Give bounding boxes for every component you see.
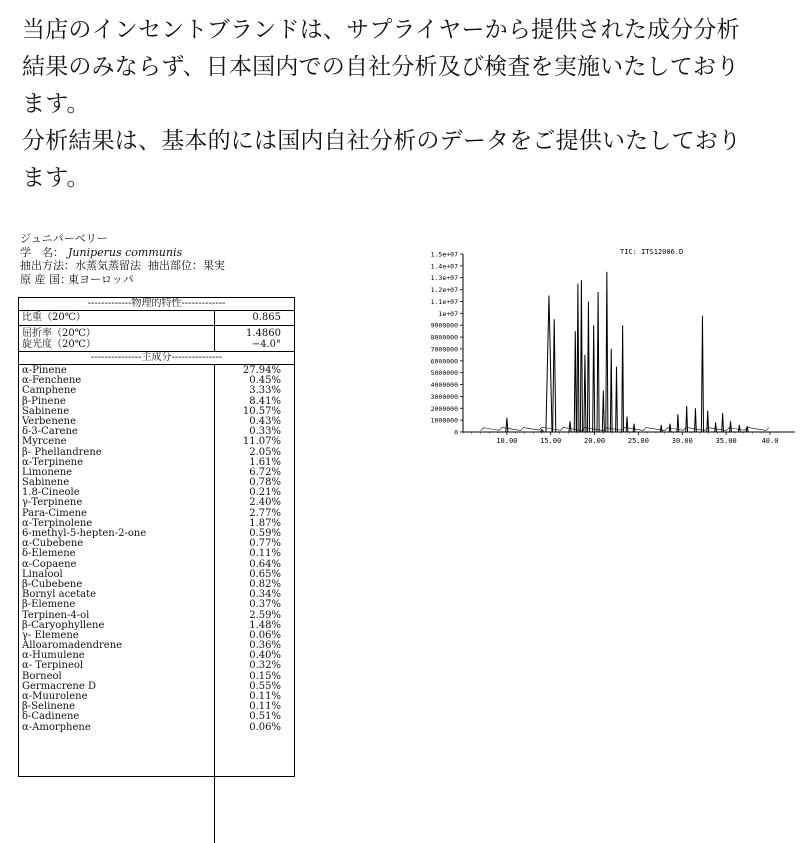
chromatogram-peak xyxy=(587,301,589,432)
chromatogram-chart xyxy=(410,240,795,450)
component-value: 1.87% xyxy=(249,517,281,529)
chromatogram-peak xyxy=(610,349,612,432)
component-value: 0.32% xyxy=(249,660,281,672)
component-value: 11.07% xyxy=(242,436,281,448)
product-name: ジュニパーベリー xyxy=(20,232,108,245)
intro-line: ます。 xyxy=(22,91,90,117)
component-name: β- Phellandrene xyxy=(22,446,102,458)
component-value: 2.05% xyxy=(249,446,281,458)
component-name: Alloaromadendrene xyxy=(22,640,123,652)
component-value: 0.15% xyxy=(249,670,281,682)
component-value: 0.59% xyxy=(249,528,281,539)
y-tick-label: 1.5e+07 xyxy=(430,250,458,259)
chromatogram-peak xyxy=(577,284,579,432)
component-name: α-Terpinene xyxy=(22,456,84,468)
component-value: 1.61% xyxy=(249,456,281,468)
chromatogram-peak xyxy=(606,272,608,432)
y-tick-label: 4000000 xyxy=(430,381,458,390)
component-value: 0.82% xyxy=(249,578,281,590)
chromatogram-peak xyxy=(546,296,552,432)
chromatogram-peak xyxy=(701,316,703,432)
component-value: 0.34% xyxy=(249,589,281,601)
y-tick-label: 1e+07 xyxy=(438,309,458,318)
component-name: β-Cubebene xyxy=(22,578,83,590)
component-name: α-Amorphene xyxy=(22,721,91,733)
origin-value: 東ヨーロッパ xyxy=(68,272,134,286)
chromatogram-peak xyxy=(738,425,740,432)
component-value: 0.55% xyxy=(249,680,281,692)
part-value: 果実 xyxy=(203,259,225,272)
x-tick-label: 30.00 xyxy=(671,437,693,445)
component-values xyxy=(215,365,294,843)
component-name: α-Terpinolene xyxy=(22,517,93,529)
y-tick-label: 1.4e+07 xyxy=(430,262,458,271)
chromatogram-svg xyxy=(410,240,795,450)
x-tick-label: 15.00 xyxy=(540,437,562,445)
chromatogram-peak xyxy=(715,423,717,432)
y-tick-label: 8000000 xyxy=(430,333,458,342)
component-name: Terpinen-4-ol xyxy=(22,609,90,621)
chromatogram-peak xyxy=(597,292,599,432)
component-value: 8.41% xyxy=(249,395,281,407)
component-name: β-Elemene xyxy=(22,599,76,611)
intro-line: 当店のインセントブランドは、サプライヤーから提供された成分分析 xyxy=(22,17,740,43)
chromatogram-peak xyxy=(569,421,571,432)
component-value: 2.59% xyxy=(249,609,281,621)
chromatogram-peak xyxy=(746,426,748,432)
component-value: 0.36% xyxy=(249,640,281,652)
y-tick-label: 7000000 xyxy=(430,345,458,354)
chromatogram-peak xyxy=(633,424,635,432)
chromatogram-peak xyxy=(580,280,582,432)
x-tick-label: 25.00 xyxy=(627,437,649,445)
chromatogram-peak xyxy=(506,418,508,432)
component-name: Para-Cimene xyxy=(22,507,87,519)
property-value: 0.865 xyxy=(252,312,281,323)
y-tick-label: 5000000 xyxy=(430,369,458,378)
component-name: 1.8-Cineole xyxy=(22,487,80,499)
intro-line: 分析結果は、基本的には国内自社分析のデータをご提供いたしており xyxy=(22,128,742,154)
component-name: Sabinene xyxy=(22,405,70,417)
component-value: 0.33% xyxy=(249,426,281,438)
component-value: 0.77% xyxy=(249,538,281,550)
component-name: Myrcene xyxy=(22,436,67,448)
component-value: 0.45% xyxy=(249,375,281,387)
component-value: 0.11% xyxy=(249,691,281,702)
component-name: α-Copaene xyxy=(22,558,77,570)
chromatogram-peak xyxy=(695,408,697,432)
component-name: 6-methyl-5-hepten-2-one xyxy=(22,528,147,539)
component-name: α-Fenchene xyxy=(22,375,82,387)
y-tick-label: 1.2e+07 xyxy=(430,286,458,295)
chromatogram-peak xyxy=(584,355,586,432)
component-name: α- Terpineol xyxy=(22,660,84,672)
component-value: 2.40% xyxy=(249,497,281,509)
y-tick-label: 9000000 xyxy=(430,321,458,330)
y-tick-label: 1000000 xyxy=(430,416,458,425)
component-name: Borneol xyxy=(22,670,62,682)
chromatogram-peak xyxy=(616,367,618,432)
component-value: 1.48% xyxy=(249,619,281,631)
component-value: 0.51% xyxy=(249,711,281,723)
physical-row xyxy=(19,311,294,326)
component-value: 0.06% xyxy=(249,629,281,641)
method-value: 水蒸気蒸留法 xyxy=(75,259,141,272)
component-value: 6.72% xyxy=(249,466,281,478)
property-name: 屈折率（20℃） xyxy=(22,328,96,339)
component-name: δ-Cadinene xyxy=(22,711,80,723)
component-name: Germacrene D xyxy=(22,680,96,692)
chromatogram-peak xyxy=(707,411,709,432)
chart-title: TIC: ITS12006.D xyxy=(620,248,684,256)
origin-row xyxy=(20,273,225,287)
component-name: β-Selinene xyxy=(22,701,76,713)
component-value: 0.06% xyxy=(249,721,281,733)
scientific-name: Juniperus communis xyxy=(68,245,183,259)
component-value: 0.65% xyxy=(249,568,281,580)
component-value: 0.64% xyxy=(249,558,281,570)
chromatogram-peak xyxy=(593,325,595,432)
chromatogram-peak xyxy=(730,421,732,432)
y-tick-label: 2000000 xyxy=(430,404,458,413)
component-value: 0.11% xyxy=(249,548,281,560)
components-body xyxy=(19,365,294,843)
property-value: −4.0° xyxy=(251,339,281,350)
component-name: γ- Elemene xyxy=(22,629,79,641)
x-tick-label: 35.00 xyxy=(715,437,737,445)
scientific-name-row xyxy=(20,246,225,260)
component-name: Limonene xyxy=(22,466,73,478)
chromatogram-peak xyxy=(602,390,604,432)
chromatogram-peak xyxy=(722,413,724,432)
component-name: Sabinene xyxy=(22,477,70,489)
component-value: 0.43% xyxy=(249,415,281,427)
component-names xyxy=(19,365,215,843)
method-row xyxy=(20,259,225,273)
y-tick-label: 1.1e+07 xyxy=(430,297,458,306)
component-value: 0.40% xyxy=(249,650,281,662)
component-value: 0.78% xyxy=(249,477,281,489)
origin-label: 原 産 国： xyxy=(20,272,71,286)
component-name: β-Pinene xyxy=(22,395,66,407)
component-value: 3.33% xyxy=(249,385,281,397)
component-name: α-Muurolene xyxy=(22,691,88,702)
y-tick-label: 0 xyxy=(454,428,458,437)
component-name: δ-Elemene xyxy=(22,548,76,560)
y-tick-label: 6000000 xyxy=(430,357,458,366)
part-label: 抽出部位： xyxy=(148,259,203,272)
scientific-label: 学 名： xyxy=(20,245,64,259)
chromatogram-peak xyxy=(553,319,556,432)
y-tick-label: 1.3e+07 xyxy=(430,274,458,283)
baseline-trace xyxy=(481,427,770,430)
chromatogram-peak xyxy=(574,331,576,432)
component-name: Camphene xyxy=(22,385,77,397)
intro-line: 結果のみならず、日本国内での自社分析及び検査を実施いたしており xyxy=(22,54,740,80)
components-header: ---------------主成分--------------- xyxy=(19,352,294,365)
component-name: Linalool xyxy=(22,568,63,580)
method-label: 抽出方法： xyxy=(20,259,75,272)
property-value: 1.4860 xyxy=(246,328,281,339)
physical-header: -------------物理的特性------------- xyxy=(19,298,294,311)
chromatogram-peak xyxy=(622,325,624,432)
chromatogram-peak xyxy=(660,425,662,432)
component-value: 0.37% xyxy=(249,599,281,611)
product-info xyxy=(20,232,225,286)
component-value: 0.11% xyxy=(249,701,281,713)
component-value: 2.77% xyxy=(249,507,281,519)
component-value: 10.57% xyxy=(242,405,281,417)
component-value: 27.94% xyxy=(242,365,281,376)
component-name: Verbenene xyxy=(22,415,77,427)
physical-row xyxy=(19,326,294,352)
property-name: 旋光度（20℃） xyxy=(22,339,96,350)
component-name: Bornyl acetate xyxy=(22,589,97,601)
component-name: α-Humulene xyxy=(22,650,85,662)
analysis-table xyxy=(18,297,295,777)
x-tick-label: 20.00 xyxy=(584,437,606,445)
intro-text xyxy=(22,12,782,197)
y-tick-label: 3000000 xyxy=(430,392,458,401)
chromatogram-peak xyxy=(626,417,628,432)
intro-line: ます。 xyxy=(22,165,90,191)
component-value: 0.21% xyxy=(249,487,281,499)
component-name: β-Caryophyllene xyxy=(22,619,105,631)
x-tick-label: 10.00 xyxy=(496,437,518,445)
property-name: 比重（20℃） xyxy=(19,311,215,325)
chromatogram-peak xyxy=(686,406,688,432)
component-name: γ-Terpinene xyxy=(22,497,83,509)
x-tick-label: 40.0 xyxy=(761,437,779,445)
component-name: α-Pinene xyxy=(22,365,67,376)
component-name: δ-3-Carene xyxy=(22,426,78,438)
component-name: α-Cubebene xyxy=(22,538,84,550)
